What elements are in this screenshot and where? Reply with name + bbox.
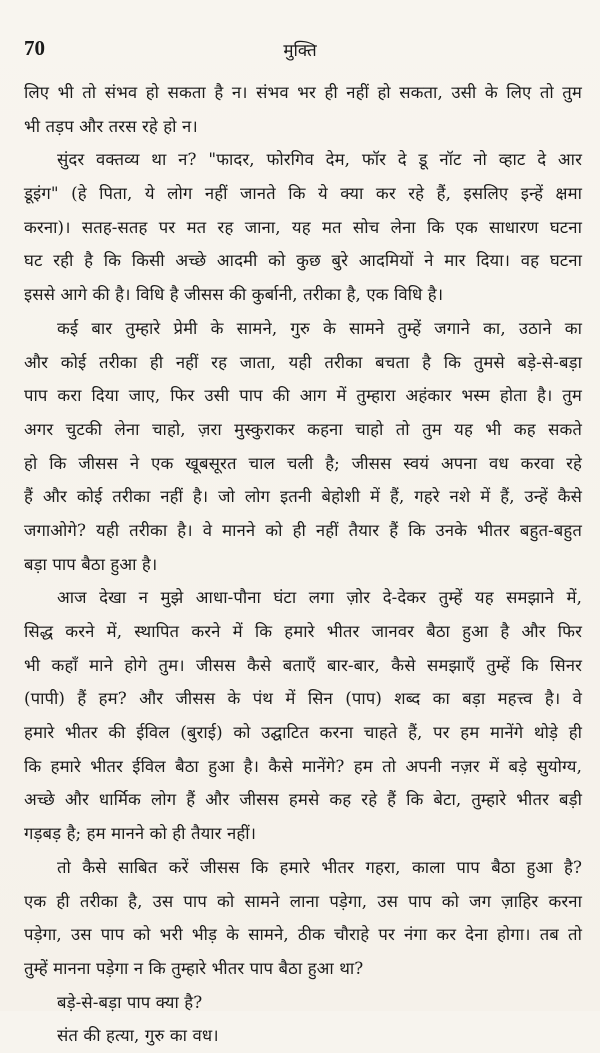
text-line: लिए भी तो संभव हो सकता है न। संभव भर ही नहीं हो सकता, उसी के लिए तो तुम (24, 82, 582, 102)
page-header (0, 36, 600, 66)
text-line: भी कहाँ माने होगे तुम। जीसस कैसे बताएँ बार-बार, कैसे समझाएँ तुम्हें कि सिनर (24, 654, 582, 675)
text-line: कई बार तुम्हारे प्रेमी के सामने, गुरु के सामने तुम्हें जगाने का, उठाने का (57, 317, 582, 338)
text-line: तो कैसे साबित करें जीसस कि हमारे भीतर गहरा, काला पाप बैठा हुआ है? (57, 856, 582, 877)
text-line: गड़बड़ है; हम मानने को ही तैयार नहीं। (24, 823, 257, 844)
text-line: करना)। सतह-सतह पर मत रह जाना, यह मत सोच लेना कि एक साधारण घटना (24, 216, 582, 237)
text-line: हैं और कोई तरीका नहीं है। जो लोग इतनी बेहोशी में हैं, गहरे नशे में हैं, उन्हें कैसे (24, 486, 582, 507)
text-line: सिद्ध करने में, स्थापित करने में कि हमारे भीतर जानवर बैठा हुआ है और फिर (24, 621, 582, 641)
text-line: पड़ेगा, उस पाप को भरी भीड़ के सामने, ठीक चौराहे पर नंगा कर देना होगा। तब तो (24, 924, 582, 945)
text-line: बड़े-से-बड़ा पाप क्या है? (57, 991, 203, 1012)
text-line: सुंदर वक्तव्य था न? "फादर, फोरगिव देम, फॉर दे डू नॉट नो व्हाट दे आर (57, 149, 582, 170)
text-line: एक ही तरीका है, उस पाप को सामने लाना पड़ेगा, उस पाप को जग ज़ाहिर करना (24, 890, 582, 911)
text-line: आज देखा न मुझे आधा-पौना घंटा लगा ज़ोर दे-देकर तुम्हें यह समझाने में, (57, 587, 582, 608)
text-line: कि हमारे भीतर ईविल बैठा हुआ है। कैसे मानेंगे? हम तो अपनी नज़र में बड़े सुयोग्य, (24, 755, 582, 776)
text-line: (पापी) हैं हम? और जीसस के पंथ में सिन (पाप) शब्द का बड़ा महत्त्व है। वे (24, 688, 582, 709)
text-line: बड़ा पाप बैठा हुआ है। (24, 553, 158, 574)
running-title: मुक्ति (283, 41, 317, 61)
text-line: हमारे भीतर की ईविल (बुराई) को उद्घाटित करना चाहते हैं, पर हम मानेंगे थोड़े ही (24, 722, 582, 743)
text-line: संत की हत्या, गुरु का वध। (57, 1025, 219, 1046)
page-number: 70 (24, 36, 45, 60)
text-line: जगाओगे? यही तरीका है। वे मानने को ही नहीं तैयार हैं कि उनके भीतर बहुत-बहुत (24, 519, 582, 540)
text-line: पाप करा दिया जाए, फिर उसी पाप की आग में तुम्हारा अहंकार भस्म होता है। तुम (24, 385, 582, 406)
text-line: अगर चुटकी लेना चाहो, ज़रा मुस्कुराकर कहना चाहो तो तुम यह भी कह सकते (24, 418, 582, 439)
text-line: भी तड़प और तरस रहे हो न। (24, 115, 198, 136)
text-line: डूइंग" (हे पिता, ये लोग नहीं जानते कि ये क्या कर रहे हैं, इसलिए इन्हें क्षमा (24, 183, 582, 204)
text-line: और कोई तरीका ही नहीं रह जाता, यही तरीका बचता है कि तुमसे बड़े-से-बड़ा (24, 351, 582, 372)
text-line: तुम्हें मानना पड़ेगा न कि तुम्हारे भीतर पाप बैठा हुआ था? (24, 957, 364, 978)
text-line: घट रही है कि किसी अच्छे आदमी को कुछ बुरे आदमियों ने मार दिया। वह घटना (24, 250, 582, 271)
text-line: अच्छे और धार्मिक लोग हैं और जीसस हमसे कह रहे हैं कि बेटा, तुम्हारे भीतर बड़ी (24, 789, 582, 810)
text-line: इससे आगे की है। विधि है जीसस की कुर्बानी, तरीका है, एक विधि है। (24, 284, 444, 305)
body-text (24, 76, 582, 1053)
text-line: हो कि जीसस ने एक खूबसूरत चाल चली है; जीसस स्वयं अपना वध करवा रहे (24, 452, 582, 473)
